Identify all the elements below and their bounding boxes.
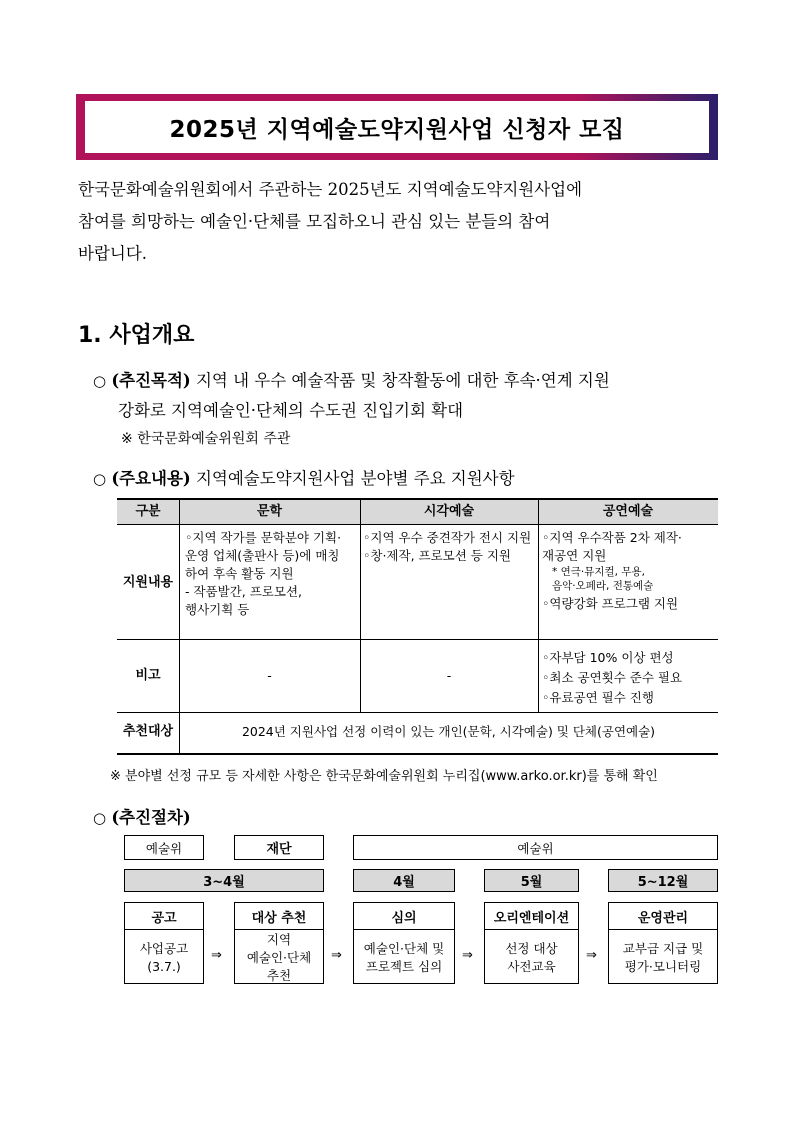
purpose-paragraph: [93, 367, 610, 391]
text-line: ◦역량강화 프로그램 지원: [542, 596, 679, 611]
row-label-target: 추천대상: [122, 724, 174, 739]
cell-literature-remark: -: [267, 668, 272, 683]
bullet-circle: ○: [93, 470, 107, 488]
cell-performing-support: [542, 529, 682, 613]
text-line: 하여 후속 활동 지원: [185, 566, 294, 581]
step-title: 오리엔테이션: [485, 903, 578, 930]
cell-performing-remark: [542, 648, 682, 708]
purpose-label: (추진목적): [111, 371, 191, 390]
table-note: ※ 분야별 선정 규모 등 자세한 사항은 한국문화예술위원회 누리집(www.arko.or.kr)를 통해 확인: [110, 769, 658, 784]
step-body: 예술인·단체 및 프로젝트 심의: [363, 940, 445, 974]
text-line: ◦지역 우수 중견작가 전시 지원: [363, 530, 532, 545]
step-title: 심의: [354, 903, 454, 930]
org-arko-2: 예술위: [353, 835, 718, 860]
cell-literature-support: [185, 529, 341, 619]
text-line: 행사기획 등: [185, 602, 250, 617]
title-box: [85, 101, 709, 153]
cell-visual-support: [363, 529, 531, 565]
purpose-text: 지역 내 우수 예술작품 및 창작활동에 대한 후속·연계 지원: [190, 371, 610, 390]
step-orientation: [484, 902, 579, 984]
intro-line-1: 한국문화예술위원회에서 주관하는 2025년도 지역예술도약지원사업에: [78, 180, 583, 199]
step-announcement: [124, 902, 204, 984]
row-label-support: 지원내용: [122, 575, 174, 590]
bullet-circle: ○: [93, 372, 107, 390]
step-title: 대상 추천: [235, 903, 323, 930]
arrow-icon: ⇒: [462, 948, 473, 963]
text-note: * 연극·뮤지컬, 무용,: [552, 566, 645, 578]
support-table: [117, 498, 718, 755]
arrow-icon: ⇒: [586, 948, 597, 963]
step-body: 지역 예술인·단체 추천: [246, 931, 312, 983]
cell-visual-remark: -: [446, 668, 452, 683]
period-may-dec: 5~12월: [608, 869, 718, 892]
arrow-icon: ⇒: [331, 948, 342, 963]
text-line: ◦지역 작가를 문학분야 기획·: [185, 530, 342, 545]
table-border-bottom: [117, 753, 718, 755]
step-body: 사업공고 (3.7.): [139, 940, 189, 974]
text-line: ◦지역 우수작품 2차 제작·: [542, 530, 682, 545]
intro-line-3: 바랍니다.: [78, 244, 148, 263]
page-title: 2025년 지역예술도약지원사업 신청자 모집: [169, 116, 625, 143]
step-body: 교부금 지급 및 평가·모니터링: [622, 940, 704, 974]
intro-line-2: 참여를 희망하는 예술인·단체를 모집하오니 관심 있는 분들의 참여: [78, 212, 551, 231]
content-label: (주요내용): [111, 469, 191, 488]
text-line: 운영 업체(출판사 등)에 매칭: [185, 548, 340, 563]
purpose-note: ※ 한국문화예술위원회 주관: [121, 431, 291, 447]
text-line: - 작품발간, 프로모션,: [185, 584, 303, 599]
cell-target: 2024년 지원사업 선정 이력이 있는 개인(문학, 시각예술) 및 단체(공연예술): [241, 724, 656, 739]
text-line: ◦창·제작, 프로모션 등 지원: [363, 548, 511, 563]
header-visual-arts: 시각예술: [423, 504, 475, 519]
table-divider: [117, 712, 718, 713]
org-arko-1: 예술위: [124, 835, 204, 860]
table-col-divider: [538, 498, 539, 712]
step-review: [353, 902, 455, 984]
header-category: 구분: [135, 504, 161, 519]
step-recommendation: [234, 902, 324, 984]
header-literature: 문학: [256, 504, 283, 519]
text-line: ◦유료공연 필수 진행: [542, 690, 654, 705]
procedure-label: (추진절차): [111, 808, 191, 827]
bullet-circle: ○: [93, 809, 107, 827]
period-march-april: 3~4월: [124, 869, 324, 892]
section-heading: 1. 사업개요: [78, 323, 195, 348]
step-title: 공고: [125, 903, 203, 930]
table-divider: [117, 639, 718, 640]
text-line: ◦자부담 10% 이상 편성: [542, 650, 674, 665]
step-title: 운영관리: [609, 903, 717, 930]
step-body: 선정 대상 사전교육: [505, 940, 558, 974]
procedure-heading: [93, 804, 191, 828]
org-foundation: 재단: [234, 835, 324, 860]
content-text: 지역예술도약지원사업 분야별 주요 지원사항: [190, 469, 515, 488]
purpose-line-2: 강화로 지역예술인·단체의 수도권 진입기회 확대: [118, 401, 464, 420]
text-line: ◦최소 공연횟수 준수 필요: [542, 670, 683, 685]
text-line: 재공연 지원: [542, 548, 607, 563]
period-may: 5월: [484, 869, 579, 892]
arrow-icon: ⇒: [211, 948, 222, 963]
content-paragraph: [93, 465, 515, 489]
row-label-remark: 비고: [135, 668, 161, 683]
period-april: 4월: [353, 869, 455, 892]
header-performing-arts: 공연예술: [602, 504, 654, 519]
text-note: 음악·오페라, 전통예술: [552, 580, 654, 592]
step-management: [608, 902, 718, 984]
